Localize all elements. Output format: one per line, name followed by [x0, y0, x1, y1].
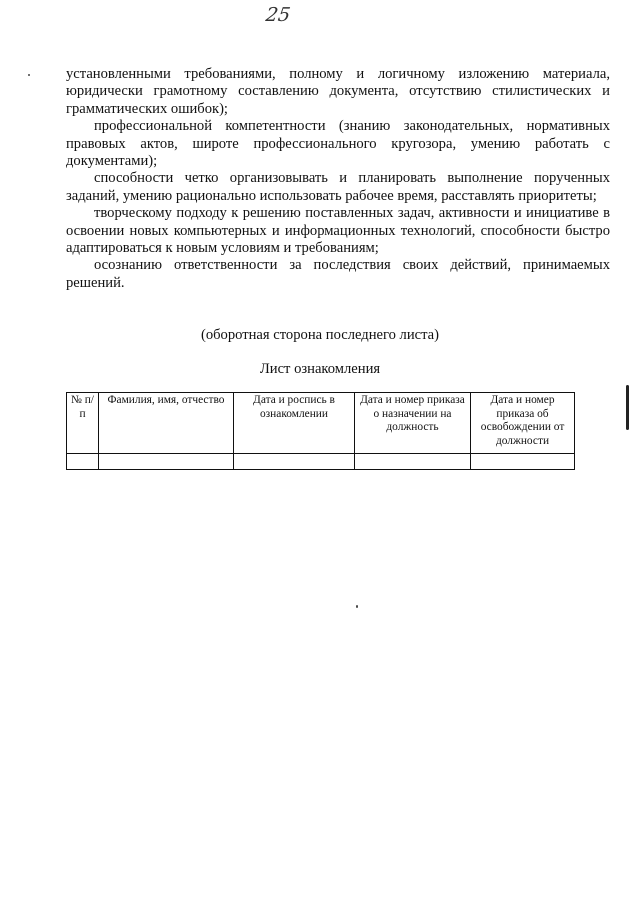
column-header-number: № п/п [67, 393, 99, 454]
paragraph: профессиональной компетентности (знанию законодательных, нормативных правовых актов, широте профессионального кругозора, умению работать с документами); [66, 118, 610, 170]
table-cell[interactable] [99, 454, 234, 470]
table-cell[interactable] [234, 454, 355, 470]
table-cell[interactable] [67, 454, 99, 470]
acknowledgement-sheet-title: Лист ознакомления [259, 361, 381, 377]
paragraph: установленными требованиями, полному и логичному изложению материала, юридически грамотному составлению документа, отсутствию стилистических и грамматических ошибок); [66, 66, 610, 117]
scan-speck [28, 74, 30, 76]
column-header-full-name: Фамилия, имя, отчество [99, 393, 234, 454]
column-header-signature-date: Дата и роспись в ознакомлении [234, 393, 355, 454]
table-row [67, 454, 575, 470]
acknowledgement-table [66, 392, 575, 470]
table-header-row [67, 393, 575, 454]
document-body [66, 66, 610, 292]
paragraph: осознанию ответственности за последствия своих действий, принимаемых решений. [66, 257, 610, 291]
back-side-note: (оборотная сторона последнего листа) [200, 327, 440, 343]
column-header-appointment-order: Дата и номер приказа о назначении на должность [355, 393, 471, 454]
margin-pen-mark [626, 385, 629, 430]
scan-speck [356, 605, 358, 608]
paragraph: способности четко организовывать и планировать выполнение порученных заданий, умению рационально использовать рабочее время, расставлять приоритеты; [66, 170, 610, 204]
table-cell[interactable] [355, 454, 471, 470]
column-header-dismissal-order: Дата и номер приказа об освобождении от должности [471, 393, 575, 454]
paragraph: творческому подходу к решению поставленных задач, активности и инициативе в освоении новых компьютерных и информационных технологий, способности быстро адаптироваться к новым условиям и требованиям; [66, 205, 610, 257]
table-cell[interactable] [471, 454, 575, 470]
page-number: 25 [264, 4, 292, 26]
